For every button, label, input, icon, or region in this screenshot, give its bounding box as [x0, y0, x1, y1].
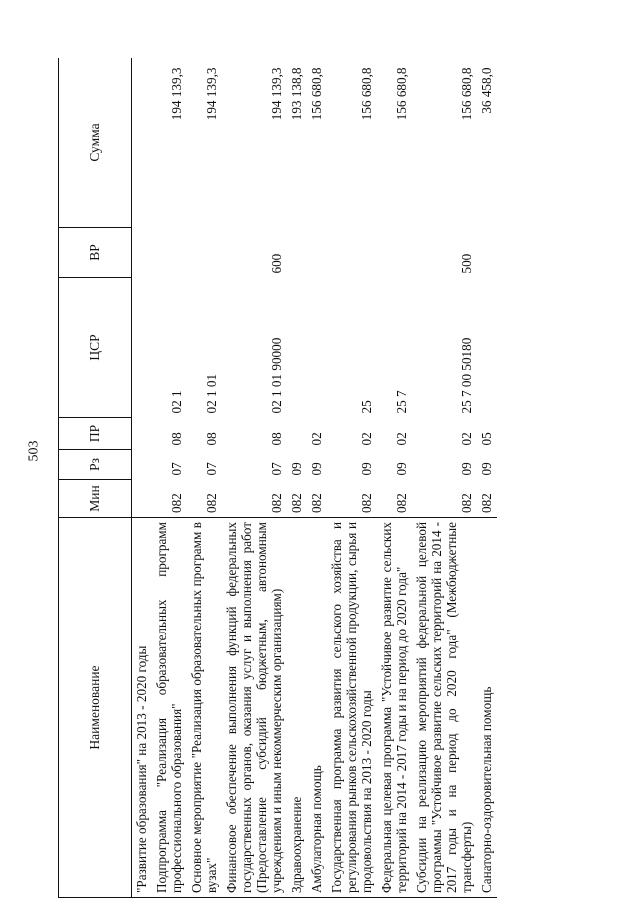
row-sum: 156 680,8	[359, 67, 374, 121]
row-pr: 05	[479, 432, 494, 446]
row-pr: 08	[169, 432, 184, 446]
header-sum: Сумма	[59, 58, 132, 228]
page-number: 503	[26, 440, 42, 462]
row-sum: 194 139,3	[269, 67, 284, 121]
row-csr: 02 1 01	[204, 373, 219, 414]
row-rz: 07	[169, 462, 184, 476]
row-rz: 09	[359, 462, 374, 476]
row-rz: 09	[459, 462, 474, 476]
row-min: 082	[359, 493, 374, 513]
row-sum: 193 138,8	[289, 67, 304, 121]
row-csr: 25	[359, 400, 374, 414]
row-pr: 08	[269, 432, 284, 446]
row-pr	[132, 418, 153, 450]
row-sum: 194 139,3	[169, 67, 184, 121]
row-vr	[152, 228, 187, 278]
row-vr	[132, 228, 153, 278]
table-row	[412, 58, 477, 898]
row-vr: 500	[459, 253, 474, 274]
header-pr: ПР	[59, 418, 132, 450]
row-vr	[287, 228, 307, 278]
row-name: Подпрограмма "Реализация образовательных программ профессионального образования"	[152, 518, 187, 898]
row-min: 082	[394, 493, 409, 513]
row-csr: 25 7 00 50180	[459, 337, 474, 414]
table-header-row	[59, 58, 132, 898]
row-rz	[132, 450, 153, 480]
row-min: 082	[479, 493, 494, 513]
table-row	[477, 58, 497, 898]
row-pr	[287, 418, 307, 450]
row-csr	[287, 278, 307, 418]
row-vr	[327, 228, 377, 278]
row-rz: 09	[394, 462, 409, 476]
row-rz: 09	[479, 462, 494, 476]
row-rz: 07	[204, 462, 219, 476]
row-pr: 08	[204, 432, 219, 446]
table-row	[327, 58, 377, 898]
row-name: Амбулаторная помощь	[307, 518, 327, 898]
header-csr: ЦСР	[59, 278, 132, 418]
row-vr	[377, 228, 412, 278]
row-min: 082	[204, 493, 219, 513]
row-vr	[307, 228, 327, 278]
header-rz: Рз	[59, 450, 132, 480]
row-sum: 156 680,8	[309, 67, 324, 121]
row-csr: 25 7	[394, 390, 409, 414]
table-row	[152, 58, 187, 898]
row-min: 082	[169, 493, 184, 513]
header-name: Наименование	[59, 518, 132, 898]
row-name: Государственная программа развития сельского хозяйства и регулирования рынков сельскохозяйственной продукции, сырья и продовольствия на 2013 - 2020 годы	[327, 518, 377, 898]
row-name: Субсидии на реализацию мероприятий федеральной целевой программы "Устойчивое развитие сельских территорий на 2014 - 2017 годы и на период до 2020 года" (Межбюджетные трансферты)	[412, 518, 477, 898]
row-csr: 02 1	[169, 390, 184, 414]
header-vr: ВР	[59, 228, 132, 278]
row-pr: 02	[309, 432, 324, 446]
row-name: "Развитие образования" на 2013 - 2020 годы	[132, 518, 153, 898]
table-row	[307, 58, 327, 898]
row-pr: 02	[459, 432, 474, 446]
row-rz: 07	[269, 462, 284, 476]
header-min: Мин	[59, 480, 132, 518]
row-pr: 02	[359, 432, 374, 446]
row-name: Финансовое обеспечение выполнения функций федеральных государственных органов, оказания услуг и выполнения работ (Предоставление субсидий бюджетным, автономным учреждениям и иным некоммерческим организациям)	[222, 518, 287, 898]
row-name: Здравоохранение	[287, 518, 307, 898]
row-csr	[132, 278, 153, 418]
row-min: 082	[309, 493, 324, 513]
row-rz: 09	[289, 462, 304, 476]
row-csr	[477, 278, 497, 418]
row-name: Федеральная целевая программа "Устойчивое развитие сельских территорий на 2014 - 2017 годы и на период до 2020 года"	[377, 518, 412, 898]
rotated-page	[58, 58, 583, 898]
table-row	[187, 58, 222, 898]
row-vr: 600	[269, 253, 284, 274]
row-sum: 156 680,8	[394, 67, 409, 121]
row-sum: 194 139,3	[204, 67, 219, 121]
row-sum	[132, 58, 153, 228]
budget-table	[58, 58, 583, 898]
row-min: 082	[459, 493, 474, 513]
row-csr: 02 1 01 90000	[269, 337, 284, 414]
row-sum: 156 680,8	[459, 67, 474, 121]
row-min: 082	[269, 493, 284, 513]
row-pr: 02	[394, 432, 409, 446]
table-row	[132, 58, 153, 898]
table-row	[222, 58, 287, 898]
row-vr	[477, 228, 497, 278]
row-sum: 36 458,0	[479, 67, 494, 114]
row-rz: 09	[309, 462, 324, 476]
row-name: Санаторно-оздоровительная помощь	[477, 518, 497, 898]
row-min	[132, 480, 153, 518]
row-vr	[187, 228, 222, 278]
table-row	[377, 58, 412, 898]
table-row	[287, 58, 307, 898]
row-csr	[307, 278, 327, 418]
row-min: 082	[289, 493, 304, 513]
row-name: Основное мероприятие "Реализация образовательных программ в вузах"	[187, 518, 222, 898]
